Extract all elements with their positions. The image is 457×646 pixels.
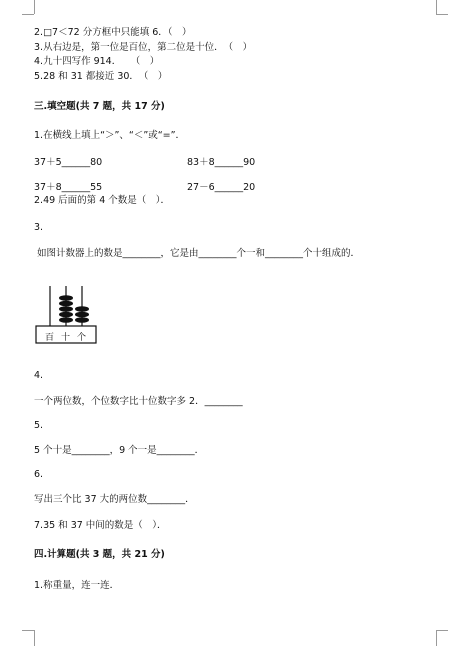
fill-question-4-number: 4. xyxy=(34,370,44,381)
counting-frame-image xyxy=(34,284,98,349)
judge-question-5: 5.28 和 31 都接近 30． （ ） xyxy=(34,71,168,82)
abacus-label-ones: 个 xyxy=(77,333,87,343)
fill-question-3-number: 3. xyxy=(34,222,44,233)
compare-row2-right: 27－6______20 xyxy=(187,182,256,193)
compare-row1-left: 37＋5______80 xyxy=(34,157,103,168)
fill-question-1: 1.在横线上填上“＞”、“＜”或“=”． xyxy=(34,130,186,141)
judge-question-3: 3.从右边是，第一位是百位，第二位是十位． （ ） xyxy=(34,42,253,53)
judge-question-2: 2.□7＜72 分方框中只能填 6．（ ） xyxy=(34,27,192,38)
fill-question-5-number: 5. xyxy=(34,420,44,431)
fill-question-2: 2.49 后面的第 4 个数是（ ）． xyxy=(34,195,171,206)
fill-question-6-text: 写出三个比 37 大的两位数________． xyxy=(34,494,195,505)
section-heading-calculation: 四.计算题(共 3 题，共 21 分) xyxy=(34,549,165,560)
fill-question-7: 7.35 和 37 中间的数是（ ）． xyxy=(34,520,167,531)
compare-row2-left: 37＋8______55 xyxy=(34,182,103,193)
abacus-label-hundreds: 百 xyxy=(45,333,55,343)
abacus-label-tens: 十 xyxy=(61,333,71,343)
fill-question-5-text: 5 个十是________，9 个一是________． xyxy=(34,445,205,456)
fill-question-4-text: 一个两位数，个位数字比十位数字多 2．________ xyxy=(34,396,243,407)
compare-row1-right: 83＋8______90 xyxy=(187,157,256,168)
fill-question-6-number: 6. xyxy=(34,469,44,480)
section-heading-fill-in: 三.填空题(共 7 题，共 17 分) xyxy=(34,101,165,112)
judge-question-4: 4.九十四写作 914． （ ） xyxy=(34,56,160,67)
fill-question-3-text: 如图计数器上的数是________，它是由________个一和________个十组成的． xyxy=(37,248,361,259)
calc-question-1: 1.称重量，连一连． xyxy=(34,580,120,591)
